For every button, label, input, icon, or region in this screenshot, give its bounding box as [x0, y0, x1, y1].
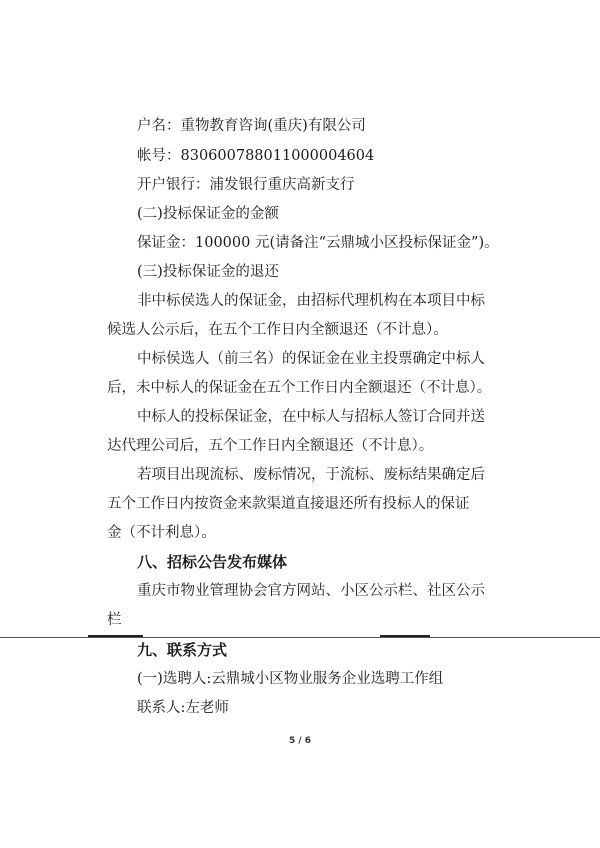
- line-refund-p1-a: 非中标侯选人的保证金，由招标代理机构在本项目中标: [137, 293, 485, 309]
- line-deposit-amount: 保证金：100000 元(请备注“云鼎城小区投标保证金”)。: [137, 235, 499, 251]
- line-contact-person: 联系人:左老师: [137, 700, 229, 716]
- line-refund-p4-c: 金（不计利息）。: [107, 525, 216, 541]
- line-refund-p4-b: 五个工作日内按资金来款渠道直接退还所有投标人的保证: [107, 496, 470, 512]
- line-media-a: 重庆市物业管理协会官方网站、小区公示栏、社区公示: [137, 583, 485, 599]
- scan-rule: [0, 637, 600, 638]
- line-bank: 开户银行：浦发银行重庆高新支行: [137, 177, 355, 193]
- section-heading-contact: 九、联系方式: [137, 641, 228, 659]
- line-refund-p3-a: 中标人的投标保证金，在中标人与招标人签订合同并送: [137, 409, 485, 425]
- line-contact-recruiter: (一)选聘人:云鼎城小区物业服务企业选聘工作组: [137, 671, 444, 687]
- line-account-number: 帐号：83060078801100000460​4: [137, 148, 375, 164]
- line-deposit-amount-heading: (二)投标保证金的金额: [137, 206, 279, 222]
- line-refund-p3-b: 达代理公司后，五个工作日内全额退还（不计息）。: [107, 438, 434, 454]
- line-deposit-refund-heading: (三)投标保证金的退还: [137, 264, 279, 280]
- page-number: 5 / 6: [288, 736, 312, 746]
- line-refund-p1-b: 候选人公示后，在五个工作日内全额退还（不计息）。: [107, 322, 448, 338]
- line-refund-p2-b: 后，未中标人的保证金在五个工作日内全额退还（不计息）。: [107, 380, 492, 396]
- scan-rule-segment: [88, 635, 143, 637]
- section-heading-media: 八、招标公告发布媒体: [137, 553, 288, 571]
- line-account-name: 户名：重物教育咨询(重庆)有限公司: [137, 118, 366, 134]
- line-media-b: 栏: [107, 612, 122, 628]
- line-refund-p4-a: 若项目出现流标、废标情况，于流标、废标结果确定后: [137, 467, 485, 483]
- scan-rule-segment: [380, 635, 430, 637]
- line-refund-p2-a: 中标侯选人（前三名）的保证金在业主投票确定中标人: [137, 351, 485, 367]
